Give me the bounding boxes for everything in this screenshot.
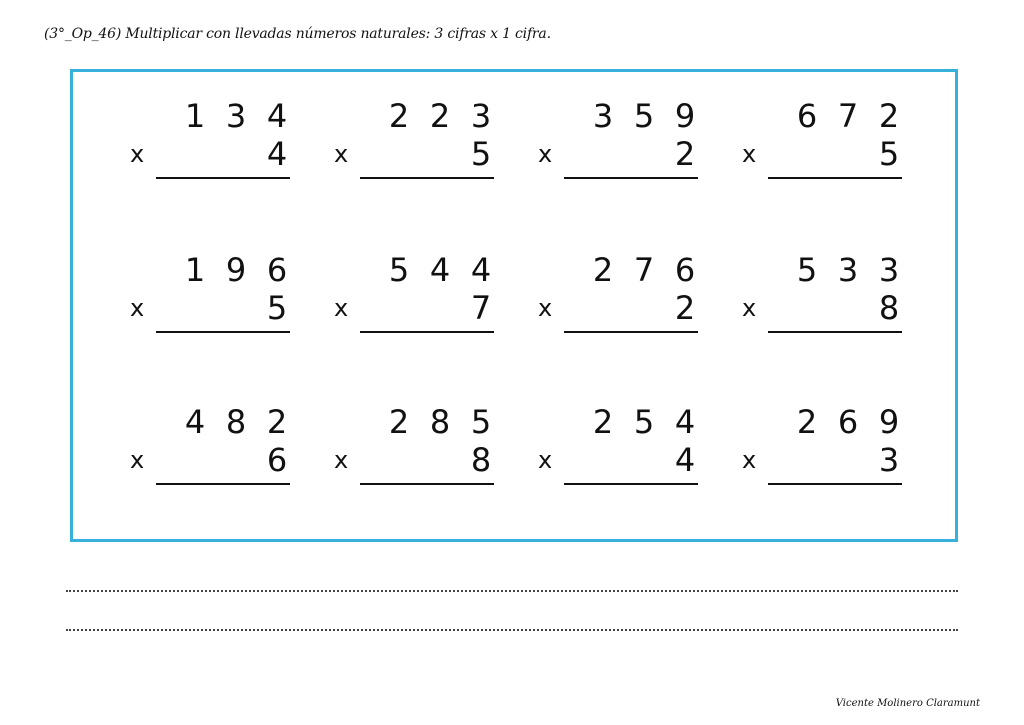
multiplier-digit: 4 (266, 135, 288, 173)
digit-tens: 6 (837, 403, 859, 441)
author-credit: Vicente Molinero Claramunt (835, 698, 980, 709)
result-line (564, 331, 698, 333)
digit-tens: 8 (429, 403, 451, 441)
result-line (360, 177, 494, 179)
multiplier (386, 136, 494, 172)
digit-units: 3 (878, 251, 900, 289)
times-sign: x (334, 294, 349, 322)
times-sign: x (334, 140, 349, 168)
multiplicand (182, 404, 290, 440)
times-sign: x (742, 446, 757, 474)
multiplicand (182, 252, 290, 288)
digit-hundreds: 3 (592, 97, 614, 135)
multiplicand (794, 252, 902, 288)
digit-tens: 9 (225, 251, 247, 289)
worksheet-title: (3°_Op_46) Multiplicar con llevadas números naturales: 3 cifras x 1 cifra. (44, 26, 551, 42)
times-sign: x (538, 294, 553, 322)
times-sign: x (130, 294, 145, 322)
multiplier (590, 442, 698, 478)
result-line (564, 177, 698, 179)
result-line (768, 331, 902, 333)
multiplicand (386, 404, 494, 440)
result-line (156, 331, 290, 333)
multiplier (794, 442, 902, 478)
digit-units: 2 (878, 97, 900, 135)
multiplier-digit: 5 (266, 289, 288, 327)
digit-hundreds: 4 (184, 403, 206, 441)
multiplicand (182, 98, 290, 134)
problem-2 (334, 98, 494, 188)
multiplier (590, 290, 698, 326)
multiplier-digit: 8 (878, 289, 900, 327)
digit-units: 3 (470, 97, 492, 135)
digit-units: 4 (266, 97, 288, 135)
multiplier-digit: 7 (470, 289, 492, 327)
digit-hundreds: 2 (796, 403, 818, 441)
multiplier-digit: 2 (674, 135, 696, 173)
result-line (156, 177, 290, 179)
digit-tens: 3 (837, 251, 859, 289)
times-sign: x (334, 446, 349, 474)
problem-8 (742, 252, 902, 342)
digit-hundreds: 6 (796, 97, 818, 135)
multiplier (182, 290, 290, 326)
digit-hundreds: 5 (796, 251, 818, 289)
digit-units: 5 (470, 403, 492, 441)
multiplicand (794, 404, 902, 440)
problem-6 (334, 252, 494, 342)
digit-units: 4 (470, 251, 492, 289)
digit-hundreds: 2 (388, 97, 410, 135)
result-line (768, 177, 902, 179)
multiplier (386, 442, 494, 478)
times-sign: x (538, 140, 553, 168)
digit-units: 9 (674, 97, 696, 135)
times-sign: x (742, 294, 757, 322)
digit-tens: 4 (429, 251, 451, 289)
result-line (360, 483, 494, 485)
multiplier-digit: 5 (470, 135, 492, 173)
result-line (564, 483, 698, 485)
multiplier (182, 136, 290, 172)
result-line (768, 483, 902, 485)
problem-11 (538, 404, 698, 494)
digit-hundreds: 5 (388, 251, 410, 289)
multiplier-digit: 8 (470, 441, 492, 479)
problem-1 (130, 98, 290, 188)
multiplier (794, 136, 902, 172)
digit-hundreds: 1 (184, 251, 206, 289)
times-sign: x (538, 446, 553, 474)
result-line (156, 483, 290, 485)
multiplier-digit: 6 (266, 441, 288, 479)
multiplicand (386, 98, 494, 134)
answer-line-2 (66, 629, 958, 631)
digit-units: 2 (266, 403, 288, 441)
digit-tens: 8 (225, 403, 247, 441)
multiplier-digit: 3 (878, 441, 900, 479)
multiplier-digit: 5 (878, 135, 900, 173)
problem-3 (538, 98, 698, 188)
multiplicand (794, 98, 902, 134)
problem-9 (130, 404, 290, 494)
digit-tens: 5 (633, 403, 655, 441)
digit-tens: 7 (633, 251, 655, 289)
times-sign: x (130, 446, 145, 474)
problem-5 (130, 252, 290, 342)
digit-units: 9 (878, 403, 900, 441)
multiplier (386, 290, 494, 326)
digit-hundreds: 2 (592, 251, 614, 289)
multiplier (794, 290, 902, 326)
multiplier (590, 136, 698, 172)
multiplier-digit: 4 (674, 441, 696, 479)
digit-units: 6 (266, 251, 288, 289)
digit-hundreds: 2 (388, 403, 410, 441)
result-line (360, 331, 494, 333)
multiplicand (386, 252, 494, 288)
problem-12 (742, 404, 902, 494)
digit-units: 4 (674, 403, 696, 441)
multiplicand (590, 404, 698, 440)
problem-7 (538, 252, 698, 342)
times-sign: x (130, 140, 145, 168)
digit-units: 6 (674, 251, 696, 289)
answer-line-1 (66, 590, 958, 592)
digit-tens: 2 (429, 97, 451, 135)
times-sign: x (742, 140, 757, 168)
digit-hundreds: 2 (592, 403, 614, 441)
multiplicand (590, 98, 698, 134)
multiplier (182, 442, 290, 478)
problem-4 (742, 98, 902, 188)
multiplier-digit: 2 (674, 289, 696, 327)
digit-tens: 3 (225, 97, 247, 135)
digit-hundreds: 1 (184, 97, 206, 135)
exercise-box (70, 69, 958, 542)
digit-tens: 7 (837, 97, 859, 135)
digit-tens: 5 (633, 97, 655, 135)
problem-10 (334, 404, 494, 494)
multiplicand (590, 252, 698, 288)
